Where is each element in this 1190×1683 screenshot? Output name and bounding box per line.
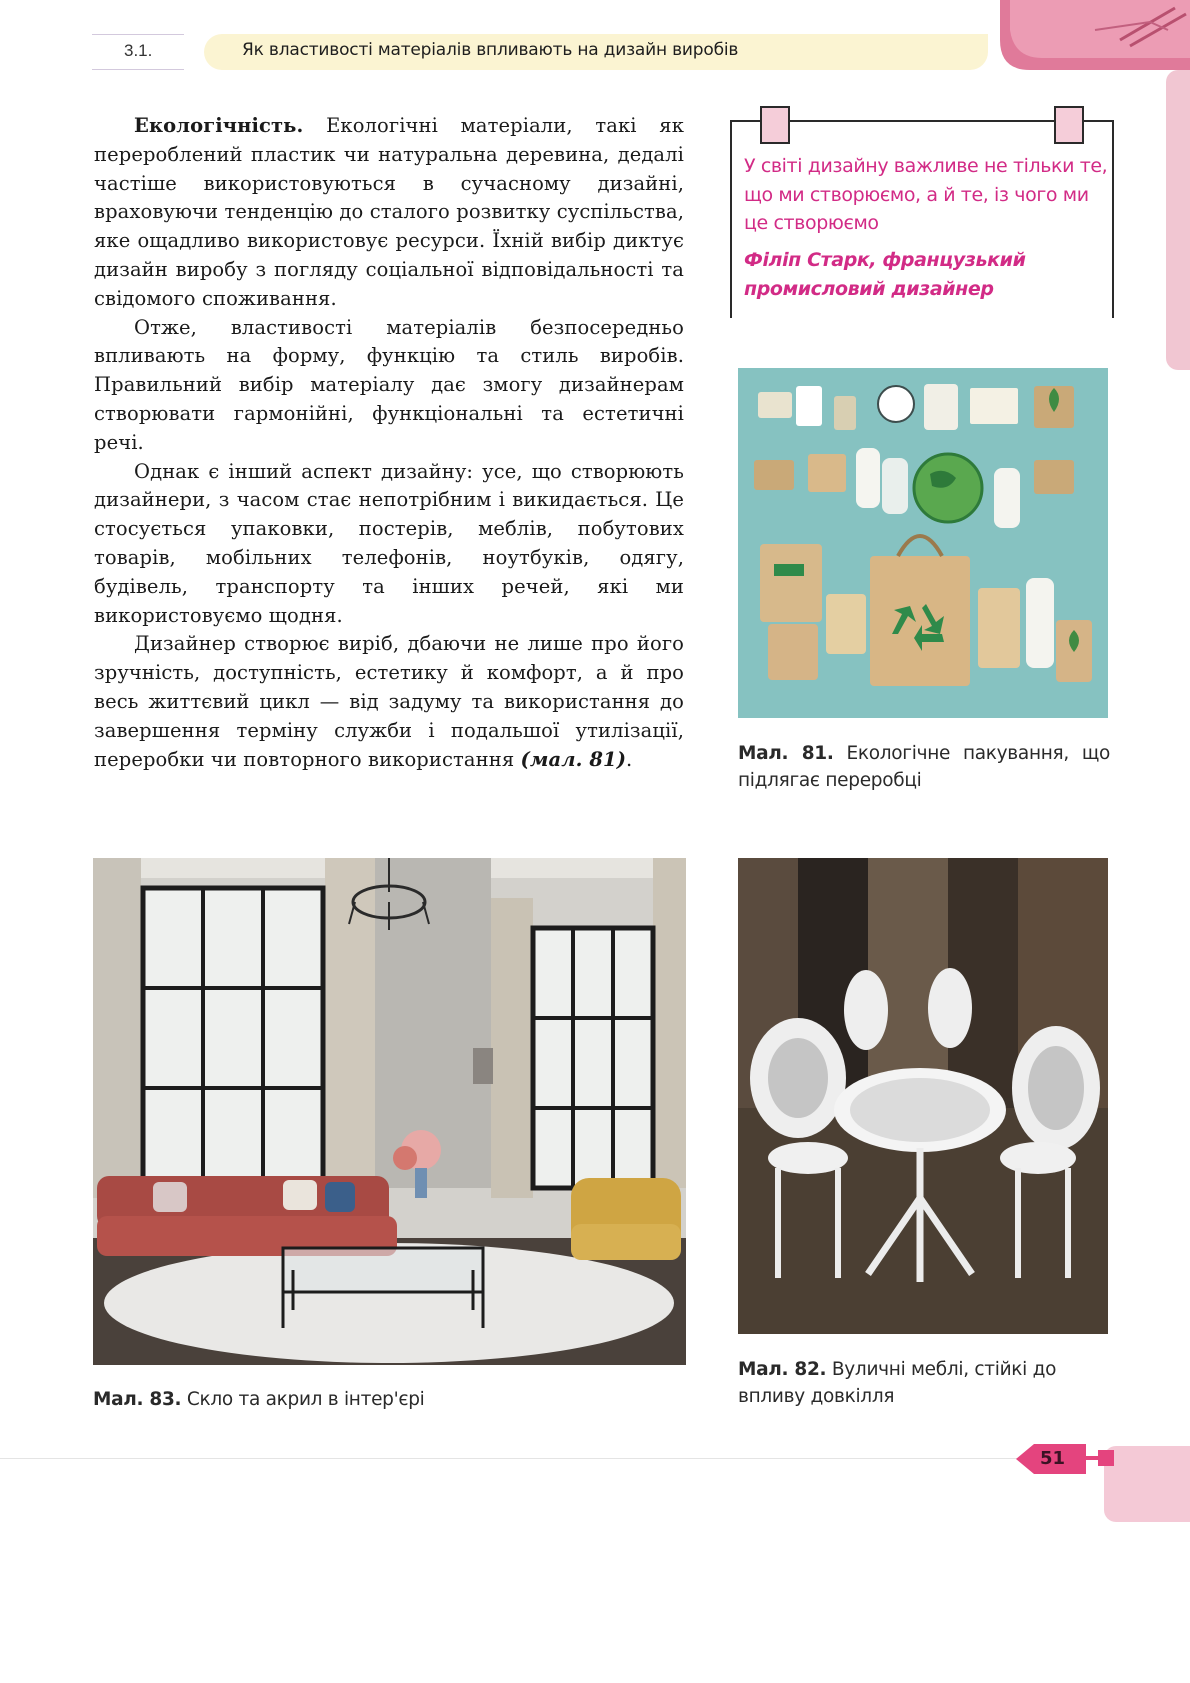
footer-decoration [1104, 1446, 1190, 1522]
footer-divider [0, 1458, 1190, 1459]
figure-reference: (мал. 81) [520, 747, 627, 771]
side-decoration [1166, 70, 1190, 370]
paragraph-lead: Екологічність. [134, 114, 304, 137]
quote-text: У світі дизайну важливе не тільки те, що ми створюємо, а й те, із чого ми це створюємо [744, 155, 1108, 234]
figure-label: Мал. 83. [93, 1389, 182, 1410]
figure-label: Мал. 82. [738, 1359, 827, 1380]
paragraph-lifecycle: Однак є інший аспект дизайну: усе, що створюють дизайнери, з часом стає непотрібним і викидається. Це стосується упаковки, постерів, меблів, побутових товарів, мобільних телефонів, ноутбуків, одягу, будівель, транспорту та інших речей, які ми використовуємо щодня. [94, 459, 684, 627]
figure-caption [738, 1356, 1110, 1410]
caption-text: Вуличні меблі, стійкі до впливу довкілля [738, 1359, 1057, 1407]
quote-author: Філіп Старк, французький промисловий дизайнер [744, 249, 1026, 300]
paragraph-properties: Отже, властивості матеріалів безпосередньо впливають на форму, функцію та стиль виробів. Правильний вибір матеріалу дає змогу дизайнерам створювати гармонійні, функціональні та естетичні речі. [94, 315, 684, 454]
figure-street-furniture [738, 858, 1108, 1334]
caption-text: Екологічне пакування, що підлягає переробці [738, 743, 1110, 791]
paragraph-text: Дизайнер створює виріб, дбаючи не лише про його зручність, доступність, естетику й комфорт, а й про весь життєвий цикл — від задуму та використання до завершення терміну служби і подальшої утилізації, переробки чи повторного використання [94, 632, 684, 771]
quote-box [730, 120, 1114, 318]
eco-packaging-illustration [738, 368, 1108, 718]
caption-text: Скло та акрил в інтер'єрі [181, 1389, 425, 1410]
figure-living-room [93, 858, 686, 1365]
corner-decoration [1000, 0, 1190, 70]
paragraph-text: Екологічні матеріали, такі як перероблений пластик чи натуральна деревина, дедалі частіше використовуються в сучасному дизайні, враховуючи тенденцію до сталого розвитку суспільства, яке ощадливо використовує ресурси. Їхній вибір диктує дизайн виробу з погляду соціальної відповідальності та свідомого споживання. [94, 114, 684, 310]
figure-caption [93, 1386, 686, 1413]
figure-label: Мал. 81. [738, 743, 834, 764]
street-furniture-photo [738, 858, 1108, 1334]
page-tab-connector [1086, 1456, 1098, 1460]
page-tab-square [1098, 1450, 1114, 1466]
section-tab [92, 34, 184, 70]
paragraph-end: . [626, 747, 633, 771]
pin-icon [1054, 106, 1084, 144]
pin-icon [760, 106, 790, 144]
section-number: 3.1. [124, 41, 153, 60]
living-room-photo [93, 858, 686, 1365]
figure-caption [738, 740, 1110, 794]
figure-eco-packaging [738, 368, 1108, 718]
chapter-title: Як властивості матеріалів впливають на дизайн виробів [242, 40, 739, 60]
paragraph-designer [94, 630, 684, 774]
main-text [94, 112, 684, 774]
paragraph-ecology [94, 112, 684, 314]
page-number: 51 [1040, 1448, 1066, 1469]
